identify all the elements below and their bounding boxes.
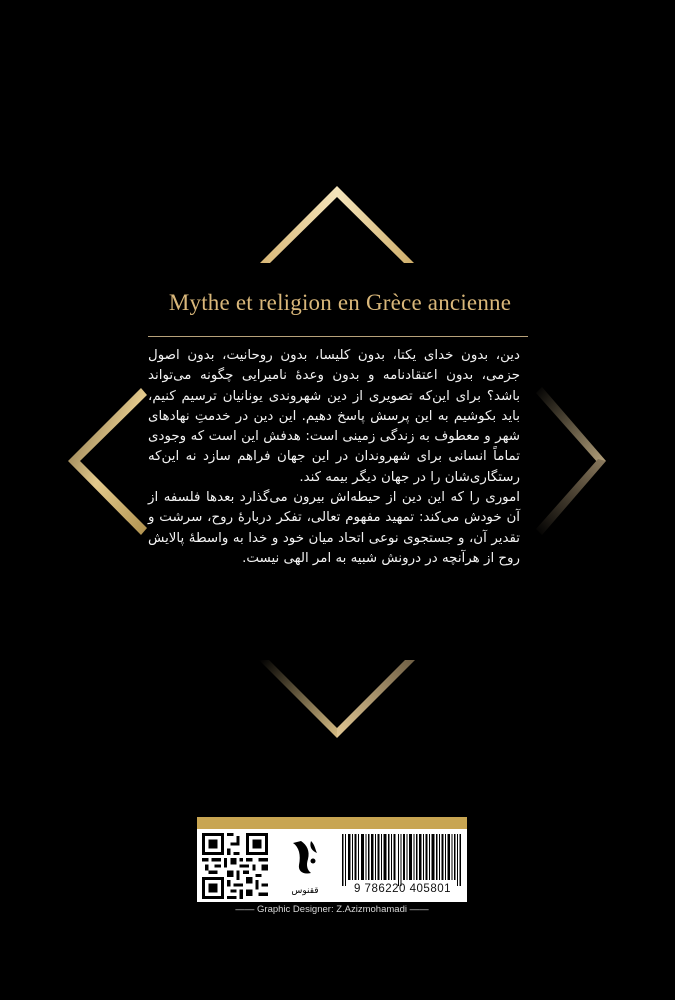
publisher-logo [285,837,325,895]
blurb [148,346,520,569]
frame-left-chevron [68,388,147,535]
blurb-paragraph-2: اموری را که این دین از حیطه‌اش بیرون می‌گذارد بعدها فلسفه از آن خودش می‌کند: تمهید مفهوم تعالی، تفکر دربارهٔ روح، سرشت و تقدیر آن، و جستجوی نوعی اتحاد میان خود و خدا به واسطهٔ پالایش روح از هرآنچه در درونش شبیه به امر الهی نیست. [148,490,520,566]
blurb-paragraph-1: دین، بدون خدای یکتا، بدون کلیسا، بدون روحانیت، بدون اصول جزمی، بدون اعتقادنامه و بدون وعدهٔ نامیرایی چگونه می‌تواند باشد؟ برای این‌که تصویری از دین شهروندی یونانیان ترسیم کنیم، باید بکوشیم به این پرسش پاسخ دهیم. این دین در خدمتِ نهادهای شهر و معطوف به زندگی زمینی است: هدفش این است که وجودی تماماً انسانی برای شهروندان در این جهان فراهم سازد نه این‌که رستگاری‌شان را در جهان دیگر بیمه کند. [148,348,520,485]
designer-credit: —— Graphic Designer: Z.Azizmohamadi —— [235,904,429,915]
frame-right-lower-arm [536,459,606,535]
qr-code [202,833,268,899]
barcode [340,834,465,886]
frame-bottom-right-arm [337,660,415,738]
phoenix-logo-icon [285,837,325,881]
designer-credit-text: Graphic Designer: Z.Azizmohamadi [257,904,407,915]
frame-top-chevron [260,186,414,263]
frame-bottom-left-arm [259,660,337,738]
title-divider [148,336,528,337]
frame-right-upper-arm [536,387,606,463]
isbn-number: 9 786220 405801 [353,883,452,895]
book-title: Mythe et religion en Grèce ancienne [168,290,512,315]
publisher-logo-text: ققنوس [291,886,319,896]
